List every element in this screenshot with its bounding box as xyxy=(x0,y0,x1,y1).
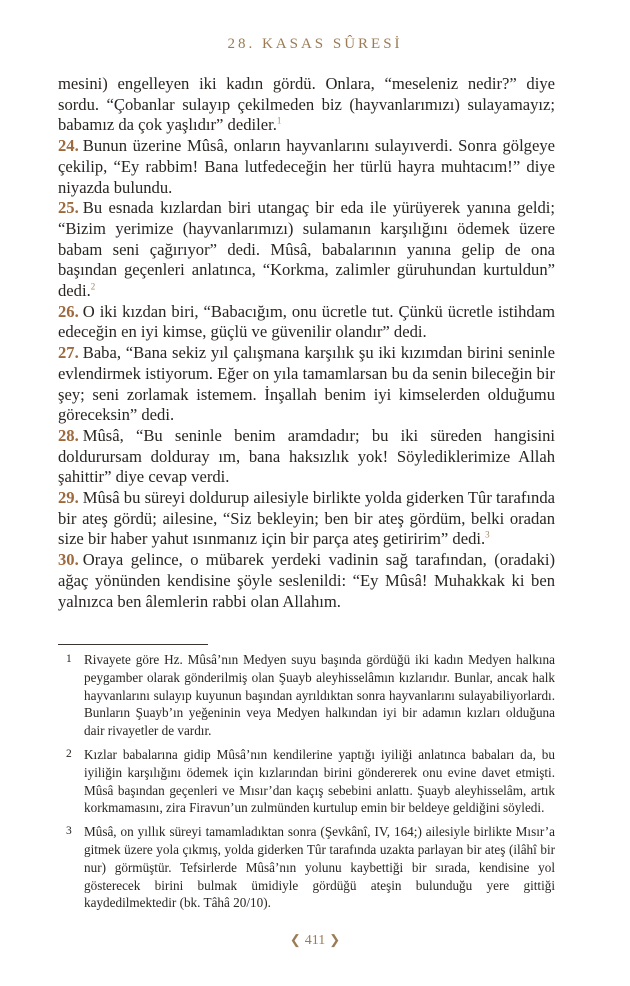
surah-title: 28. KASAS SÛRESİ xyxy=(227,36,403,52)
footnote-text: Kızlar babalarına gidip Mûsâ’nın kendilerine yaptığı iyiliği anlatınca babaları da, bu iyiliğin karşılığını ödemek için kızlarından birini göndererek onu evine davet etmişti. Mûsâ başından geçenleri ve Mısır’dan kaçış sebebini anlattı. Şuayb aleyhisselâm, artık korkmamasını, zira Firavun’un zulmünden kurtulup emin bir beldeye geldiğini söyledi. xyxy=(84,746,555,816)
footnote-2 xyxy=(58,746,555,817)
verse-text xyxy=(58,74,555,612)
footnote-text: Rivayete göre Hz. Mûsâ’nın Medyen suyu başında gördüğü iki kadın Medyen halkına peygamber olarak gönderilmiş olan Şuayb aleyhisselâmın kızlarıdır. Bunlar, ancak halk hayvanlarını sulayıp kuyunun başından ayrıldıktan sonra hayvanlarını sulayabiliyorlardı. Bunların Şuayb’ın yeğeninin veya Medyen halkından iyi bir adamın kızları olduğuna dair rivayetler de vardır. xyxy=(84,652,555,739)
verse-number: 30. xyxy=(58,550,79,570)
verse-number: 26. xyxy=(58,301,79,321)
footnote-ref[interactable]: 3 xyxy=(485,529,490,540)
verse-body: Mûsâ bu süreyi doldurup ailesiyle birlikte yolda giderken Tûr tarafında bir ateş gördü; ailesine, “Siz bekleyin; ben bir ateş gördüm, belki oradan size bir haber yahut ısınmanız için bir parça ateş getiririm” dedi. xyxy=(58,488,555,549)
verse-26 xyxy=(58,302,555,343)
verse-number: 24. xyxy=(58,136,79,156)
footnote-divider xyxy=(58,644,208,645)
footnote-ref[interactable]: 2 xyxy=(90,281,96,292)
footnote-ref[interactable]: 1 xyxy=(276,115,282,126)
page-footer xyxy=(0,932,630,949)
intro-text: mesini) engelleyen iki kadın gördü. Onlara, “meseleniz nedir?” diye sordu. “Çobanlar sulayıp çekilmeden biz (hayvanlarımızı) sulayamayız; babamız da çok yaşlıdır” dediler. xyxy=(58,74,555,135)
page-number: 411 xyxy=(304,933,326,948)
footnote-number: 3 xyxy=(66,825,72,838)
footnote-number: 1 xyxy=(66,653,72,665)
verse-number: 28. xyxy=(58,425,79,445)
page-header xyxy=(0,36,630,53)
verse-24 xyxy=(58,136,555,198)
ornament-right-icon: ❯ xyxy=(329,932,341,947)
verse-30 xyxy=(58,550,555,612)
verse-number: 27. xyxy=(58,343,79,363)
footnote-3 xyxy=(58,823,555,912)
verse-body: Bunun üzerine Mûsâ, onların hayvanlarını sulayıverdi. Sonra gölgeye çekilip, “Ey rabbim! Bana lutfedeceğin her türlü hayra muhtacım!” diye niyazda bulundu. xyxy=(58,136,555,197)
verse-body: Bu esnada kızlardan biri utangaç bir eda ile yürüyerek yanına geldi; “Bizim yerimize (hayvanlarımızı) sulamanın karşılığını ödemek üzere babam seni çağırıyor” dedi. Mûsâ, babalarının yanına gelip de ona başından geçenleri anlatınca, “Korkma, zalimler güruhundan kurtuldun” dedi. xyxy=(58,198,555,301)
verse-number: 25. xyxy=(58,198,79,218)
footnote-number: 2 xyxy=(66,747,72,760)
intro-paragraph xyxy=(58,74,555,136)
footnote-1 xyxy=(58,651,555,740)
verse-body: Baba, “Bana sekiz yıl çalışmana karşılık şu iki kızımdan birini seninle evlendirmek istiyorum. Eğer on yıla tamamlarsan bu da senin bileceğin bir şey; seni zorlamak istemem. İnşallah benim iyi kimselerden olduğumu göreceksin” dedi. xyxy=(58,343,555,425)
verse-25 xyxy=(58,198,555,302)
verse-body: O iki kızdan biri, “Babacığım, onu ücretle tut. Çünkü ücretle istihdam edeceğin en iyi kimse, güçlü ve güvenilir olandır” dedi. xyxy=(58,301,555,342)
verse-number: 29. xyxy=(58,488,79,508)
verse-29 xyxy=(58,488,555,550)
verse-body: Oraya gelince, o mübarek yerdeki vadinin sağ tarafından, (oradaki) ağaç yönünden kendisine şöyle seslenildi: “Ey Mûsâ! Muhakkak ki ben yalnızca ben âlemlerin rabbi olan Allahım. xyxy=(58,550,555,611)
verse-27 xyxy=(58,343,555,426)
verse-body: Mûsâ, “Bu seninle benim aramdadır; bu iki süreden hangisini doldurursam dolduray ım, bana haksızlık yok! Söylediklerimize Allah şahittir” diye cevap verdi. xyxy=(58,425,555,487)
footnote-text: Mûsâ, on yıllık süreyi tamamladıktan sonra (Şevkânî, IV, 164;) ailesiyle birlikte Mısır’a gitmek üzere yola çıkmış, yolda giderken Tûr tarafında uzakta parlayan bir ateş (ilâhî bir nur) görmüştür. Tefsirlerde Mûsâ’nın yolunu kaybettiği bir sırada, kendisine yol gösterecek birini bulmak ümidiyle gördüğü ateşin bulunduğu yere gittiği kaydedilmektedir (bk. Tâhâ 20/10). xyxy=(84,824,555,911)
footnotes xyxy=(58,651,555,918)
verse-28 xyxy=(58,426,555,488)
ornament-left-icon: ❮ xyxy=(289,932,301,947)
